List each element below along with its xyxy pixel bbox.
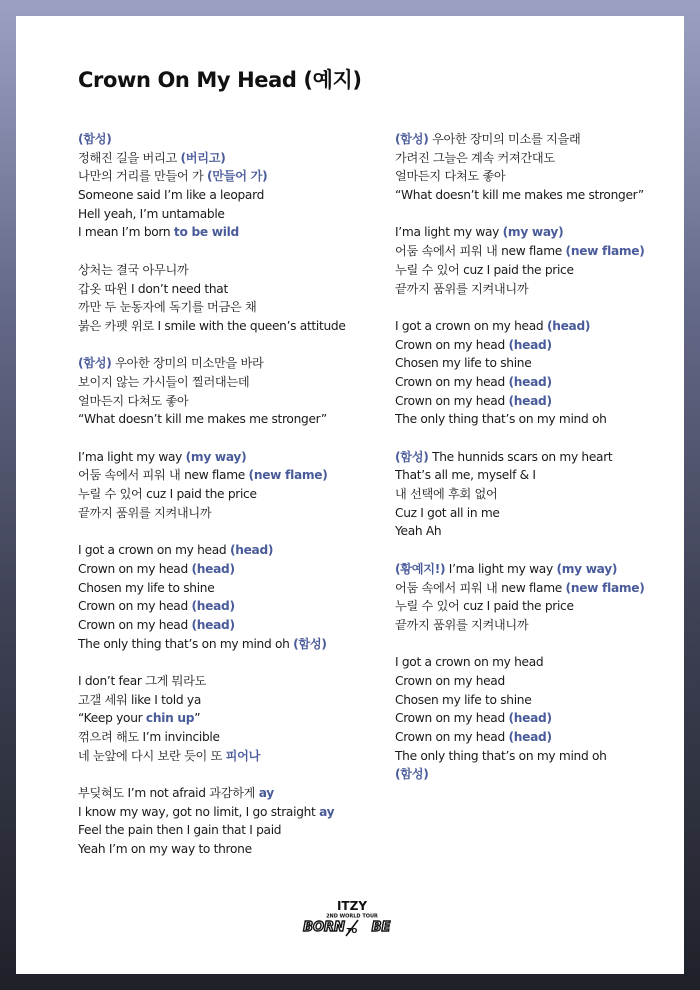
lyric-text: I mean I’m born (78, 225, 174, 240)
song-title: Crown On My Head (예지) (78, 68, 362, 92)
lyric-text: I got a crown on my head (395, 318, 547, 333)
lyric-text: Someone said I’m like a leopard (78, 188, 265, 203)
lyric-text: Chosen my life to shine (395, 692, 532, 707)
lyric-line (78, 635, 378, 654)
lyric-text: The only thing that’s on my mind oh (395, 748, 607, 763)
lyric-line (78, 354, 378, 373)
lyric-chant: (함성) (78, 356, 112, 371)
lyric-line (395, 616, 680, 635)
lyric-sheet (16, 16, 684, 974)
lyric-line (395, 336, 680, 355)
lyric-chant: to be wild (173, 225, 239, 240)
lyric-text: Chosen my life to shine (78, 580, 215, 595)
lyric-line (78, 821, 378, 840)
lyric-stanza (395, 560, 680, 635)
lyric-text: 정해진 길을 버리고 (78, 150, 181, 165)
lyric-line (395, 167, 680, 186)
lyric-text: 어둠 속에서 피워 내 new flame (395, 244, 566, 259)
logo-to-mark: TO (346, 927, 358, 935)
lyric-line (395, 709, 680, 728)
lyric-line (395, 560, 680, 579)
lyric-text: 꺾으려 해도 I’m invincible (78, 730, 220, 744)
lyric-text: Chosen my life to shine (395, 356, 532, 371)
logo-group-name: ITZY (336, 899, 368, 913)
lyric-text: Crown on my head (395, 730, 509, 744)
lyric-text: I’ma light my way (395, 225, 503, 240)
lyric-line (395, 728, 680, 747)
lyric-text: “What doesn’t kill me makes me stronger” (78, 412, 327, 427)
lyric-line (78, 466, 378, 485)
lyric-chant: (my way) (556, 561, 618, 576)
lyric-text: I’ma light my way (78, 449, 186, 464)
lyric-stanza (395, 653, 680, 784)
lyric-chant: (함성) (395, 449, 429, 464)
lyric-text: 갑옷 따윈 I don’t need that (78, 281, 228, 296)
lyric-line (395, 317, 680, 336)
lyric-text: 붉은 카펫 위로 I smile with the queen’s attitude (78, 318, 346, 333)
lyric-text: Yeah I’m on my way to throne (78, 842, 252, 857)
lyric-text: That’s all me, myself & I (395, 468, 536, 483)
lyric-chant: (head) (508, 374, 552, 389)
lyric-line (78, 261, 378, 280)
lyric-line (78, 616, 378, 635)
lyric-stanza (395, 448, 680, 541)
lyric-text: The only thing that’s on my mind oh (395, 412, 607, 427)
lyric-text: 누릴 수 있어 cuz I paid the price (395, 599, 574, 614)
lyric-line (395, 410, 680, 429)
lyric-line (78, 392, 378, 411)
lyric-text: 얼마든지 다쳐도 좋아 (395, 169, 506, 184)
lyric-line (395, 485, 680, 504)
lyric-text: I know my way, got no limit, I go straight (78, 804, 320, 819)
lyric-chant: (head) (191, 599, 235, 614)
lyric-line (395, 597, 680, 616)
lyric-line (395, 261, 680, 280)
lyric-line (395, 522, 680, 541)
lyric-stanza (78, 130, 378, 242)
lyric-line (395, 579, 680, 598)
lyric-text: Crown on my head (78, 561, 192, 576)
lyric-text: 끝까지 품위를 지켜내니까 (395, 617, 529, 632)
lyric-text: 내 선택에 후회 없어 (395, 487, 498, 502)
lyric-chant: (my way) (185, 449, 247, 464)
lyric-line (78, 784, 378, 803)
lyric-chant: ay (258, 786, 274, 801)
lyric-chant: (head) (508, 730, 552, 744)
lyric-text: Crown on my head (395, 393, 509, 408)
lyric-text: I got a crown on my head (395, 655, 544, 670)
lyric-stanza (78, 448, 378, 523)
lyric-chant: (head) (229, 543, 274, 558)
lyric-chant: 피어나 (225, 748, 261, 763)
lyric-chant: (만들어 가) (207, 169, 268, 184)
lyric-line (78, 541, 378, 560)
lyric-text: 끝까지 품위를 지켜내니까 (78, 505, 212, 520)
lyric-line (78, 149, 378, 168)
lyric-stanza (78, 261, 378, 336)
lyric-chant: (head) (546, 318, 591, 333)
lyric-line (78, 317, 378, 336)
lyrics-left-column (78, 130, 378, 878)
lyric-line (78, 373, 378, 392)
lyric-line (78, 560, 378, 579)
lyric-text: 보이지 않는 가시들이 찔러대는데 (78, 374, 250, 389)
lyric-text: The hunnids scars on my heart (428, 449, 613, 464)
lyric-line (395, 373, 680, 392)
lyric-text: 얼마든지 다쳐도 좋아 (78, 393, 189, 408)
lyric-chant: (head) (191, 561, 235, 576)
lyric-line (395, 466, 680, 485)
lyric-text: I got a crown on my head (78, 543, 230, 558)
lyric-line (78, 448, 378, 467)
lyric-chant: (함성) (395, 132, 429, 146)
lyric-chant: (my way) (502, 225, 564, 240)
lyric-text: The only thing that’s on my mind oh (78, 636, 294, 651)
lyric-stanza (78, 354, 378, 429)
lyric-line (78, 597, 378, 616)
lyric-line (78, 410, 378, 429)
lyric-line (78, 803, 378, 822)
lyric-line (78, 691, 378, 710)
lyric-chant: (head) (191, 617, 235, 632)
lyric-stanza (395, 223, 680, 298)
lyric-text: 어둠 속에서 피워 내 new flame (78, 468, 249, 483)
lyric-chant: (버리고) (180, 150, 226, 165)
lyric-text: Cuz I got all in me (395, 505, 500, 520)
born-to-be-tour-logo (291, 898, 413, 940)
lyric-line (395, 392, 680, 411)
lyric-line (395, 504, 680, 523)
lyric-line (78, 485, 378, 504)
lyric-stanza (78, 541, 378, 653)
lyric-line (78, 579, 378, 598)
lyric-text: Crown on my head (395, 673, 505, 688)
lyric-line (78, 167, 378, 186)
lyric-line (395, 242, 680, 261)
lyric-text: 어둠 속에서 피워 내 new flame (395, 580, 566, 595)
lyric-text: 부딪혀도 I’m not afraid 과감하게 (78, 786, 259, 801)
lyric-chant: (함성) (395, 767, 429, 782)
lyric-text: 고갤 세워 like I told ya (78, 692, 201, 707)
lyric-text: I’ma light my way (445, 561, 557, 576)
lyric-text: Feel the pain then I gain that I paid (78, 823, 282, 838)
lyric-stanza (395, 317, 680, 429)
lyric-text: Yeah Ah (395, 524, 442, 539)
logo-tour-label: 2ND WORLD TOUR (326, 913, 378, 920)
lyric-text: 우아한 장미의 미소를 지을래 (428, 132, 581, 146)
lyric-line (78, 709, 378, 728)
lyric-text: “What doesn’t kill me makes me stronger” (395, 188, 644, 203)
lyric-line (78, 747, 378, 766)
lyric-chant: (함성) (293, 636, 327, 651)
lyric-chant: (new flame) (565, 244, 645, 259)
lyric-line (395, 186, 680, 205)
lyric-line (78, 223, 378, 242)
lyric-text: 나만의 거리를 만들어 가 (78, 169, 208, 184)
lyric-chant: ay (319, 804, 335, 819)
lyric-text: I don’t fear 그게 뭐라도 (78, 673, 207, 688)
lyric-text: “Keep your (78, 711, 146, 726)
lyric-text: Crown on my head (395, 711, 509, 726)
lyric-stanza (395, 130, 680, 205)
lyric-chant: (황예지!) (395, 561, 446, 576)
lyric-line (395, 653, 680, 672)
logo-be-text: BE (371, 920, 391, 935)
lyric-line (78, 130, 378, 149)
lyric-line (395, 354, 680, 373)
lyric-text: Crown on my head (395, 337, 509, 352)
lyric-text: Crown on my head (395, 374, 509, 389)
lyric-text: Crown on my head (78, 599, 192, 614)
lyric-line (78, 840, 378, 859)
lyric-chant: (head) (508, 393, 552, 408)
lyric-line (78, 298, 378, 317)
lyric-text: 가려진 그늘은 계속 커져간대도 (395, 150, 555, 165)
lyric-line (78, 280, 378, 299)
lyric-line (395, 691, 680, 710)
lyric-line (395, 149, 680, 168)
lyric-line (395, 130, 680, 149)
lyrics-right-column (395, 130, 680, 803)
lyric-text: 상처는 결국 아무니까 (78, 262, 189, 277)
lyric-line (78, 504, 378, 523)
lyric-text: 끝까지 품위를 지켜내니까 (395, 281, 529, 296)
lyric-line (395, 448, 680, 467)
lyric-line (395, 747, 680, 766)
lyric-line (78, 205, 378, 224)
lyric-line (78, 728, 378, 747)
lyric-text: 우아한 장미의 미소만을 바라 (111, 356, 264, 371)
lyric-text: Crown on my head (78, 617, 192, 632)
lyric-text: 누릴 수 있어 cuz I paid the price (78, 487, 257, 502)
lyric-text: 네 눈앞에 다시 보란 듯이 또 (78, 748, 226, 763)
lyric-text: ” (194, 711, 201, 726)
lyric-chant: (head) (508, 337, 552, 352)
lyric-text: 까만 두 눈동자에 독기를 머금은 채 (78, 300, 257, 315)
lyric-line (395, 765, 680, 784)
lyric-chant: (함성) (78, 132, 112, 146)
lyric-line (78, 186, 378, 205)
lyric-text: 누릴 수 있어 cuz I paid the price (395, 262, 574, 277)
lyric-line (395, 223, 680, 242)
lyric-line (395, 280, 680, 299)
lyric-text: Hell yeah, I’m untamable (78, 206, 225, 221)
lyric-chant: (new flame) (565, 580, 645, 595)
lyric-chant: chin up (145, 711, 195, 726)
lyric-stanza (78, 784, 378, 859)
lyric-line (78, 672, 378, 691)
lyric-line (395, 672, 680, 691)
lyric-chant: (new flame) (248, 468, 328, 483)
lyric-stanza (78, 672, 378, 765)
lyric-chant: (head) (508, 711, 552, 726)
logo-born-text: BORN (303, 920, 345, 935)
